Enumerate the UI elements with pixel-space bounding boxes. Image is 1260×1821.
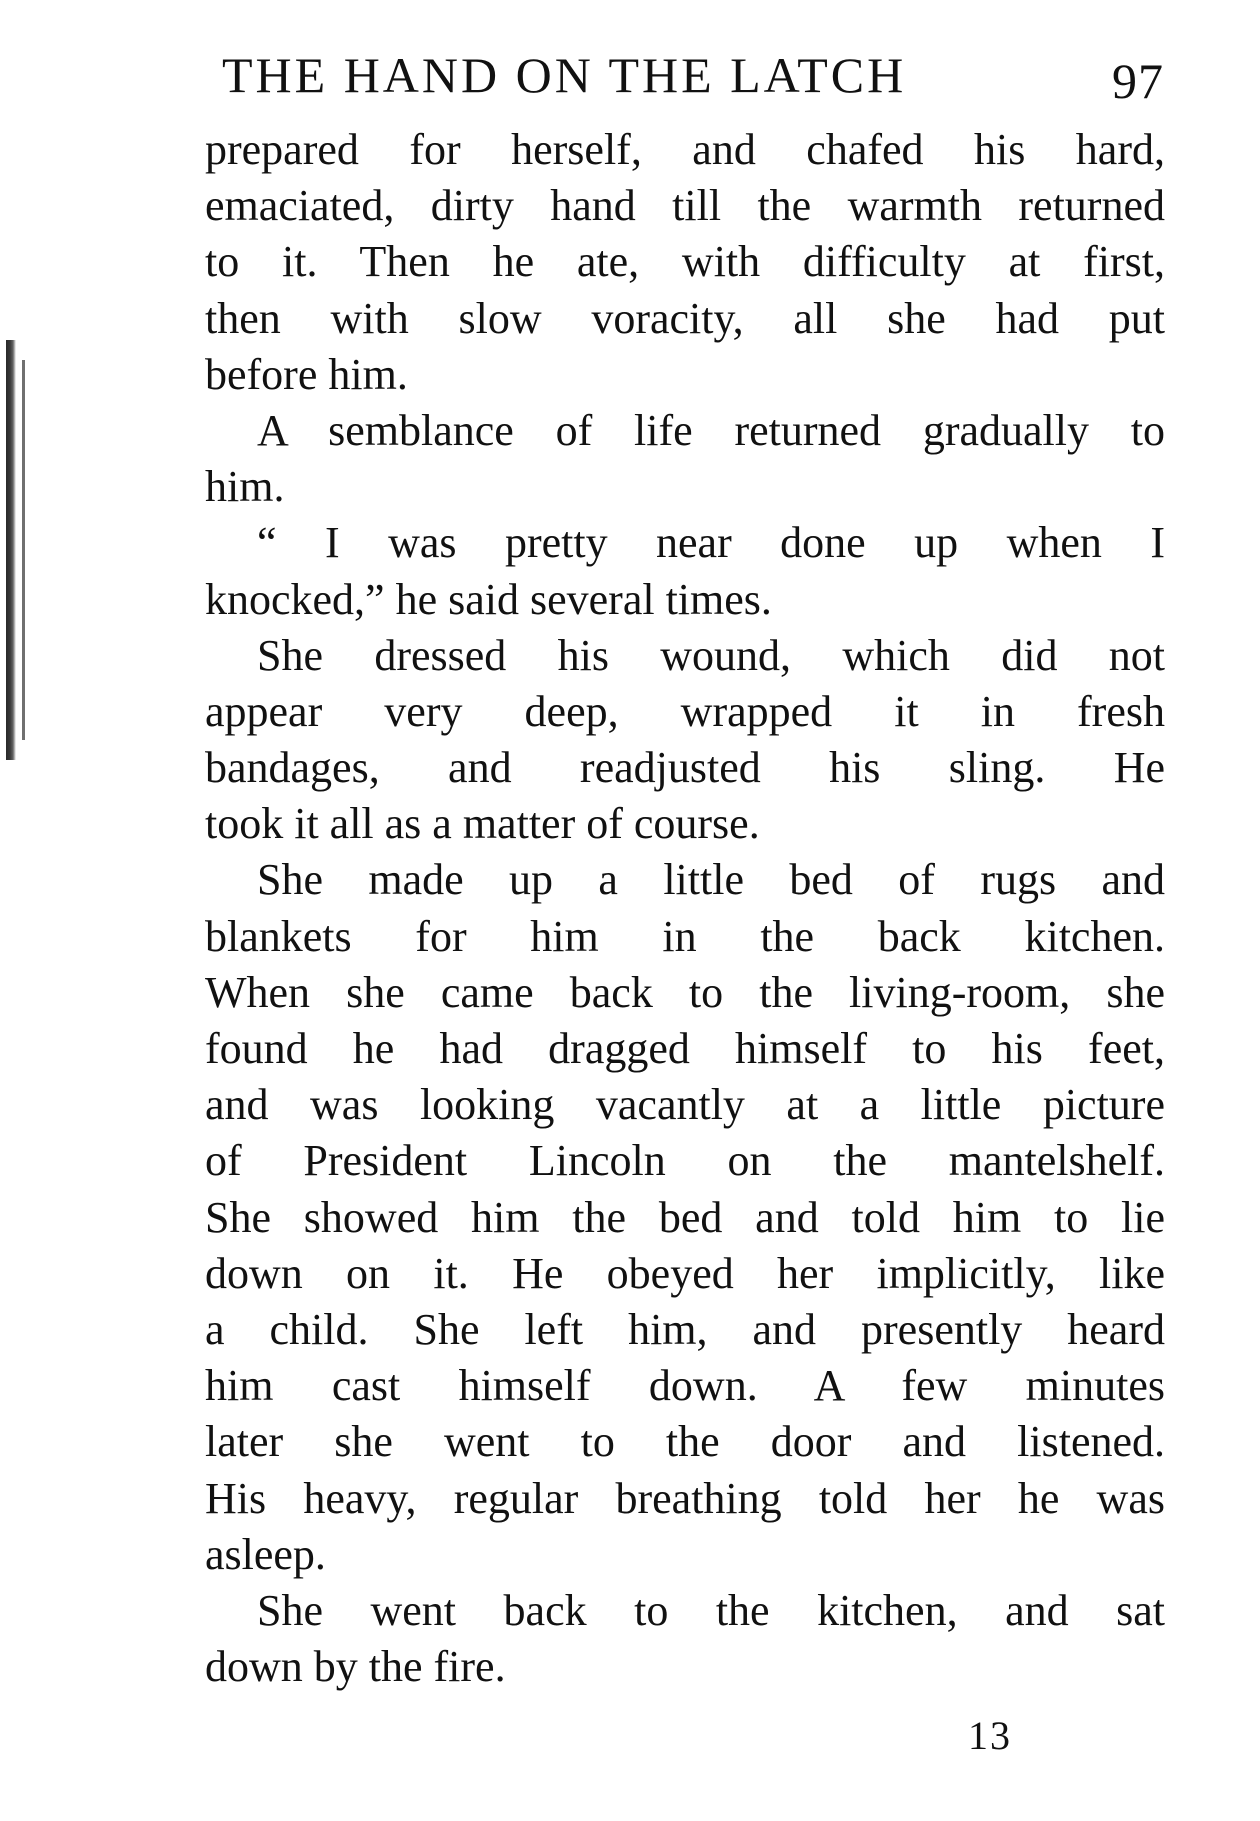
- text-line: asleep.: [205, 1529, 326, 1579]
- text-line: She dressed his wound, which did not: [257, 630, 1165, 680]
- text-line: bandages, and readjusted his sling. He: [205, 743, 1165, 793]
- text-line: of President Lincoln on the mantelshelf.: [205, 1136, 1165, 1186]
- text-line: later she went to the door and listened.: [205, 1417, 1165, 1467]
- text-line: She went back to the kitchen, and sat: [257, 1585, 1165, 1635]
- text-line: She showed him the bed and told him to lie: [205, 1192, 1165, 1242]
- text-line: him.: [205, 462, 285, 512]
- text-line: His heavy, regular breathing told her he was: [205, 1473, 1165, 1523]
- text-line: A semblance of life returned gradually to: [257, 405, 1165, 455]
- text-line: and was looking vacantly at a little picture: [205, 1080, 1165, 1130]
- text-line: appear very deep, wrapped it in fresh: [205, 686, 1165, 736]
- text-line: him cast himself down. A few minutes: [205, 1361, 1165, 1411]
- text-line: before him.: [205, 349, 408, 399]
- text-line: to it. Then he ate, with difficulty at first,: [205, 237, 1165, 287]
- text-line: down by the fire.: [205, 1642, 506, 1692]
- text-line: prepared for herself, and chafed his hard,: [205, 125, 1165, 174]
- text-line: When she came back to the living-room, she: [205, 967, 1165, 1017]
- binding-shadow: [6, 340, 16, 760]
- text-line: a child. She left him, and presently heard: [205, 1304, 1165, 1354]
- text-line: down on it. He obeyed her implicitly, like: [205, 1248, 1165, 1298]
- binding-edge-line: [22, 360, 25, 740]
- signature-mark: 13: [968, 1713, 1012, 1758]
- text-line: She made up a little bed of rugs and: [257, 855, 1165, 905]
- text-line: found he had dragged himself to his feet,: [205, 1024, 1165, 1073]
- running-title: THE HAND ON THE LATCH: [222, 47, 907, 103]
- page-header: [222, 40, 1164, 110]
- text-line: blankets for him in the back kitchen.: [205, 911, 1165, 961]
- page-number: 97: [1112, 53, 1164, 109]
- text-line: then with slow voracity, all she had put: [205, 293, 1165, 343]
- text-line: emaciated, dirty hand till the warmth returned: [205, 181, 1165, 231]
- text-line: knocked,” he said several times.: [205, 574, 772, 624]
- text-line: took it all as a matter of course.: [205, 799, 760, 849]
- body-text: [205, 122, 1165, 1695]
- text-line: “ I was pretty near done up when I: [257, 518, 1165, 568]
